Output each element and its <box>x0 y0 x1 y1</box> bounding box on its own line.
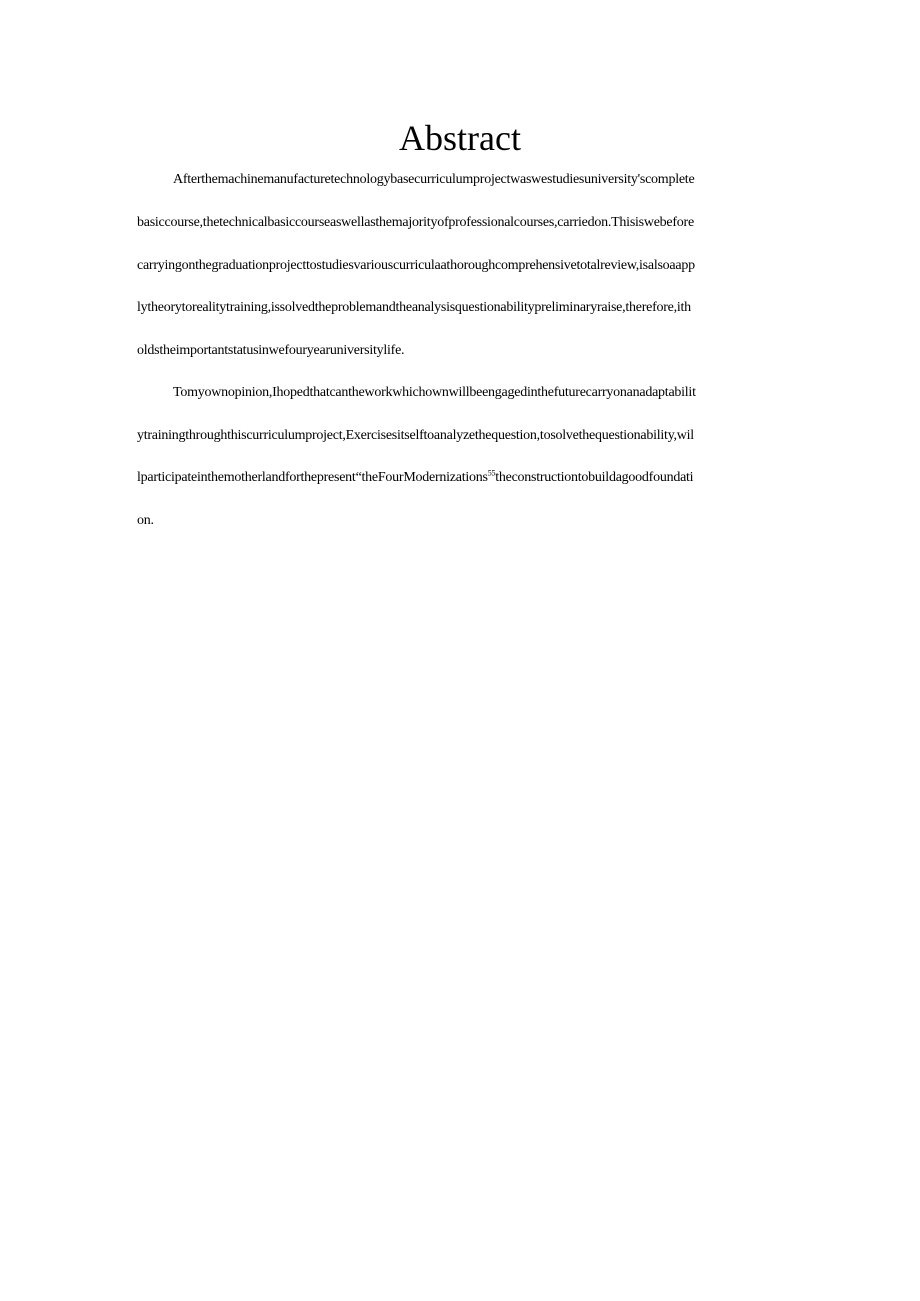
paragraph-1-line-1: Afterthemachinemanufacturetechnologybasecurriculumprojectwaswestudiesuniversity'scomplete <box>173 172 695 187</box>
paragraph-2-line-3-text: lparticipateinthemotherlandforthepresent“theFourModernizations <box>137 470 488 485</box>
superscript-mark: 55 <box>487 468 496 478</box>
paragraph-2-line-4: on. <box>137 513 154 528</box>
paragraph-1-line-4: lytheorytorealitytraining,issolvedtheproblemandtheanalysisquestionabilitypreliminaryraise,therefore,ith <box>137 300 691 315</box>
paragraph-2-line-2: ytrainingthroughthiscurriculumproject,Exercisesitselftoanalyzethequestion,tosolvethequestionability,wil <box>137 428 694 443</box>
paragraph-1-line-3: carryingonthegraduationprojecttostudiesvariouscurriculaathoroughcomprehensivetotalreview,isalsoaapp <box>137 258 695 273</box>
paragraph-2-line-3 <box>137 468 787 488</box>
paragraph-2-line-3-tail: theconstructiontobuildagoodfoundati <box>495 470 694 485</box>
paragraph-2-line-1: Tomyownopinion,Ihopedthatcantheworkwhichownwillbeengagedinthefuturecarryonanadaptabilit <box>173 385 696 400</box>
page-title: Abstract <box>399 118 521 158</box>
paragraph-1-line-5: oldstheimportantstatusinwefouryearuniversitylife. <box>137 343 405 358</box>
paragraph-1-line-2: basiccourse,thetechnicalbasiccourseaswellasthemajorityofprofessionalcourses,carriedon.Thisiswebefore <box>137 215 694 230</box>
